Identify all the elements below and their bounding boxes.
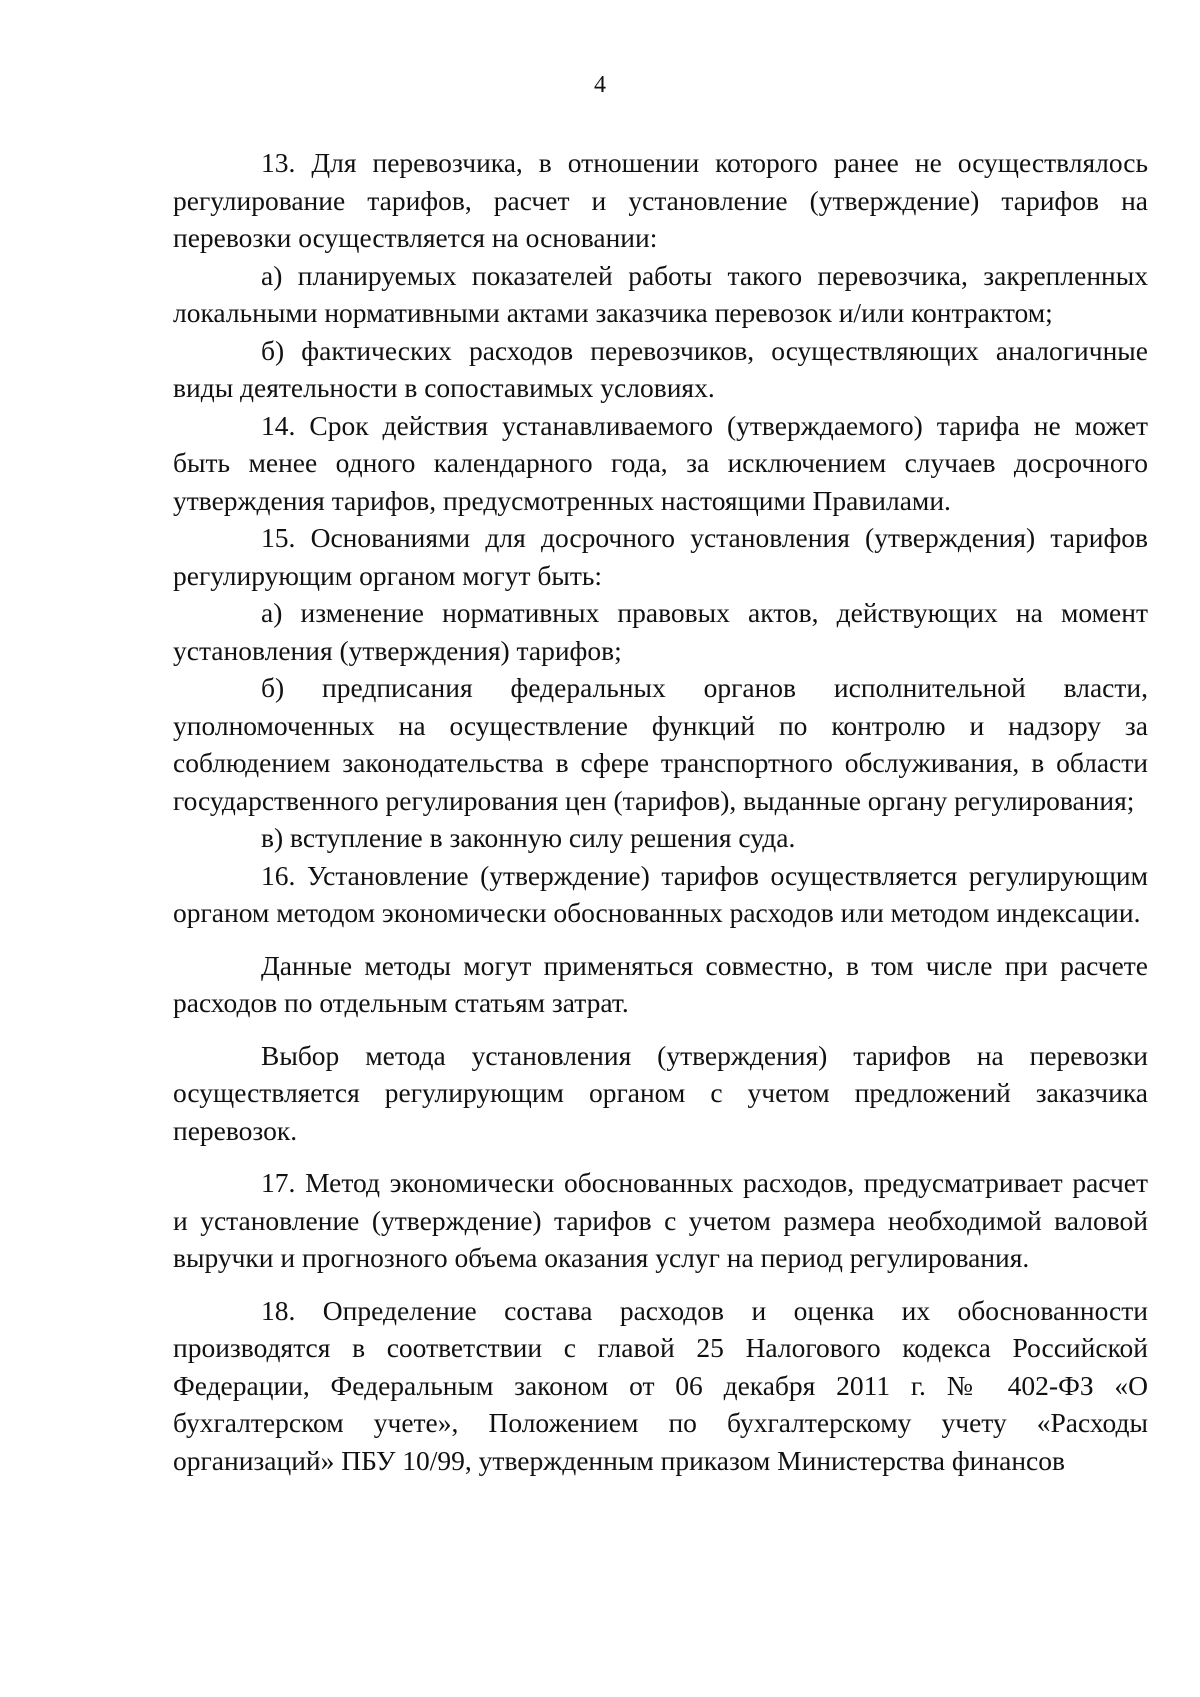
paragraph-15-item-c: в) вступление в законную силу решения суда. (261, 822, 796, 853)
paragraph-15: 15. Основаниями для досрочного установления (утверждения) тарифов регулирующим органом могут быть: (173, 522, 1148, 591)
document-body (173, 144, 1148, 1479)
paragraph-13-item-a: а) планируемых показателей работы такого перевозчика, закрепленных локальными нормативными актами заказчика перевозок и/или контрактом; (173, 259, 1148, 328)
paragraph-16-method-choice: Выбор метода установления (утверждения) тарифов на перевозки осуществляется регулирующим органом с учетом предложений заказчика перевозок. (173, 1039, 1148, 1146)
paragraph-17: 17. Метод экономически обоснованных расходов, предусматривает расчет и установление (утверждение) тарифов с учетом размера необходимой валовой выручки и прогнозного объема оказания услуг на период регулирования. (173, 1167, 1148, 1273)
paragraph-16-methods-note: Данные методы могут применяться совместно, в том числе при расчете расходов по отдельным статьям затрат. (173, 949, 1148, 1018)
paragraph-15-item-a: а) изменение нормативных правовых актов, действующих на момент установления (утверждения) тарифов; (173, 597, 1148, 666)
paragraph-14: 14. Срок действия устанавливаемого (утверждаемого) тарифа не может быть менее одного календарного года, за исключением случаев досрочного утверждения тарифов, предусмотренных настоящими Правилами. (173, 409, 1148, 516)
page-number: 4 (594, 72, 606, 98)
paragraph-13: 13. Для перевозчика, в отношении которого ранее не осуществлялось регулирование тарифов, расчет и установление (утверждение) тарифов на перевозки осуществляется на основании: (173, 147, 1148, 253)
paragraph-18: 18. Определение состава расходов и оценка их обоснованности производятся в соответствии с главой 25 Налогового кодекса Российской Федерации, Федеральным законом от 06 декабря 2011 г. № 402-ФЗ «О бухгалтерском учете», Положением по бухгалтерскому учету «Расходы организаций» ПБУ 10/99, утвержденным приказом Министерства финансов (173, 1294, 1148, 1476)
paragraph-16: 16. Установление (утверждение) тарифов осуществляется регулирующим органом методом экономически обоснованных расходов или методом индексации. (173, 859, 1148, 928)
paragraph-15-item-b: б) предписания федеральных органов исполнительной власти, уполномоченных на осуществление функций по контролю и надзору за соблюдением законодательства в сфере транспортного обслуживания, в области государственного регулирования цен (тарифов), выданные органу регулирования; (173, 672, 1148, 816)
paragraph-13-item-b: б) фактических расходов перевозчиков, осуществляющих аналогичные виды деятельности в сопоставимых условиях. (173, 334, 1148, 403)
